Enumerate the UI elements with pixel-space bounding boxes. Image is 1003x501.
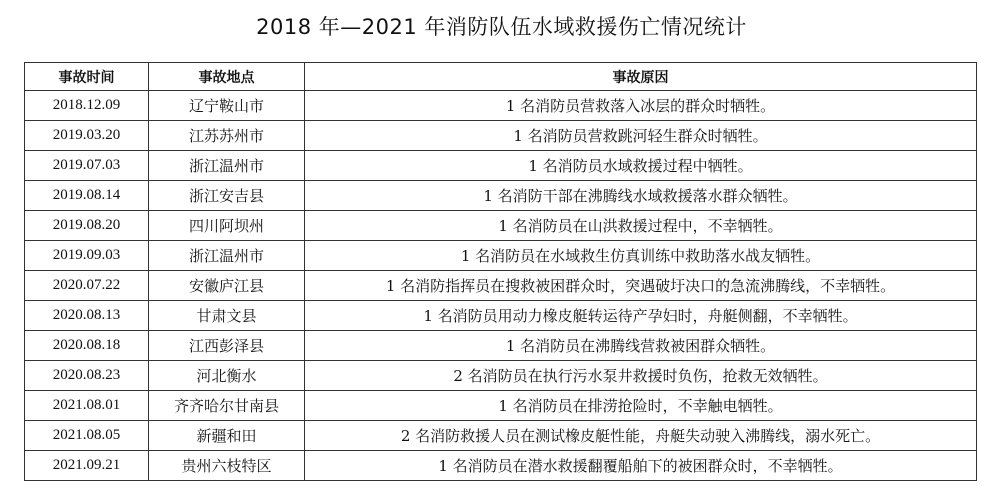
table-row (25, 121, 977, 151)
cell-time: 2019.08.20 (25, 211, 149, 241)
cell-place: 贵州六枝特区 (149, 451, 305, 481)
cell-place: 安徽庐江县 (149, 271, 305, 301)
cell-place: 新疆和田 (149, 421, 305, 451)
header-place: 事故地点 (149, 63, 305, 91)
cell-cause: 1 名消防员在排涝抢险时，不幸触电牺牲。 (305, 391, 977, 421)
cell-time: 2020.08.23 (25, 361, 149, 391)
table-row (25, 151, 977, 181)
table-row (25, 241, 977, 271)
cell-cause: 1 名消防员营救跳河轻生群众时牺牲。 (305, 121, 977, 151)
table-header-row (25, 63, 977, 91)
cell-cause: 1 名消防员在沸腾线营救被困群众牺牲。 (305, 331, 977, 361)
cell-cause: 1 名消防员在水域救生仿真训练中救助落水战友牺牲。 (305, 241, 977, 271)
cell-time: 2020.08.18 (25, 331, 149, 361)
cell-place: 齐齐哈尔甘南县 (149, 391, 305, 421)
cell-place: 河北衡水 (149, 361, 305, 391)
casualty-table (24, 62, 977, 481)
cell-time: 2019.03.20 (25, 121, 149, 151)
document-title: 2018 年—2021 年消防队伍水域救援伤亡情况统计 (256, 15, 747, 39)
cell-place: 甘肃文县 (149, 301, 305, 331)
cell-time: 2021.09.21 (25, 451, 149, 481)
header-cause: 事故原因 (305, 63, 977, 91)
cell-time: 2019.07.03 (25, 151, 149, 181)
cell-place: 江西彭泽县 (149, 331, 305, 361)
table-row (25, 91, 977, 121)
header-time: 事故时间 (25, 63, 149, 91)
cell-time: 2018.12.09 (25, 91, 149, 121)
table-row (25, 211, 977, 241)
cell-time: 2021.08.01 (25, 391, 149, 421)
table-row (25, 391, 977, 421)
table-body (25, 91, 977, 481)
table-row (25, 361, 977, 391)
cell-cause: 1 名消防员在潜水救援翻覆船舶下的被困群众时，不幸牺牲。 (305, 451, 977, 481)
cell-cause: 1 名消防员水域救援过程中牺牲。 (305, 151, 977, 181)
cell-place: 浙江温州市 (149, 151, 305, 181)
cell-time: 2020.07.22 (25, 271, 149, 301)
cell-place: 浙江安吉县 (149, 181, 305, 211)
cell-cause: 2 名消防救援人员在测试橡皮艇性能，舟艇失动驶入沸腾线，溺水死亡。 (305, 421, 977, 451)
cell-cause: 2 名消防员在执行污水泵井救援时负伤，抢救无效牺牲。 (305, 361, 977, 391)
cell-cause: 1 名消防员用动力橡皮艇转运待产孕妇时，舟艇侧翻，不幸牺牲。 (305, 301, 977, 331)
cell-place: 浙江温州市 (149, 241, 305, 271)
table-row (25, 331, 977, 361)
cell-time: 2020.08.13 (25, 301, 149, 331)
table-row (25, 451, 977, 481)
cell-cause: 1 名消防员在山洪救援过程中，不幸牺牲。 (305, 211, 977, 241)
cell-cause: 1 名消防干部在沸腾线水域救援落水群众牺牲。 (305, 181, 977, 211)
cell-time: 2019.08.14 (25, 181, 149, 211)
cell-place: 江苏苏州市 (149, 121, 305, 151)
cell-time: 2021.08.05 (25, 421, 149, 451)
table-row (25, 181, 977, 211)
table-row (25, 421, 977, 451)
table-row (25, 271, 977, 301)
cell-place: 四川阿坝州 (149, 211, 305, 241)
cell-place: 辽宁鞍山市 (149, 91, 305, 121)
cell-time: 2019.09.03 (25, 241, 149, 271)
table-row (25, 301, 977, 331)
cell-cause: 1 名消防员营救落入冰层的群众时牺牲。 (305, 91, 977, 121)
cell-cause: 1 名消防指挥员在搜救被困群众时，突遇破圩决口的急流沸腾线，不幸牺牲。 (305, 271, 977, 301)
